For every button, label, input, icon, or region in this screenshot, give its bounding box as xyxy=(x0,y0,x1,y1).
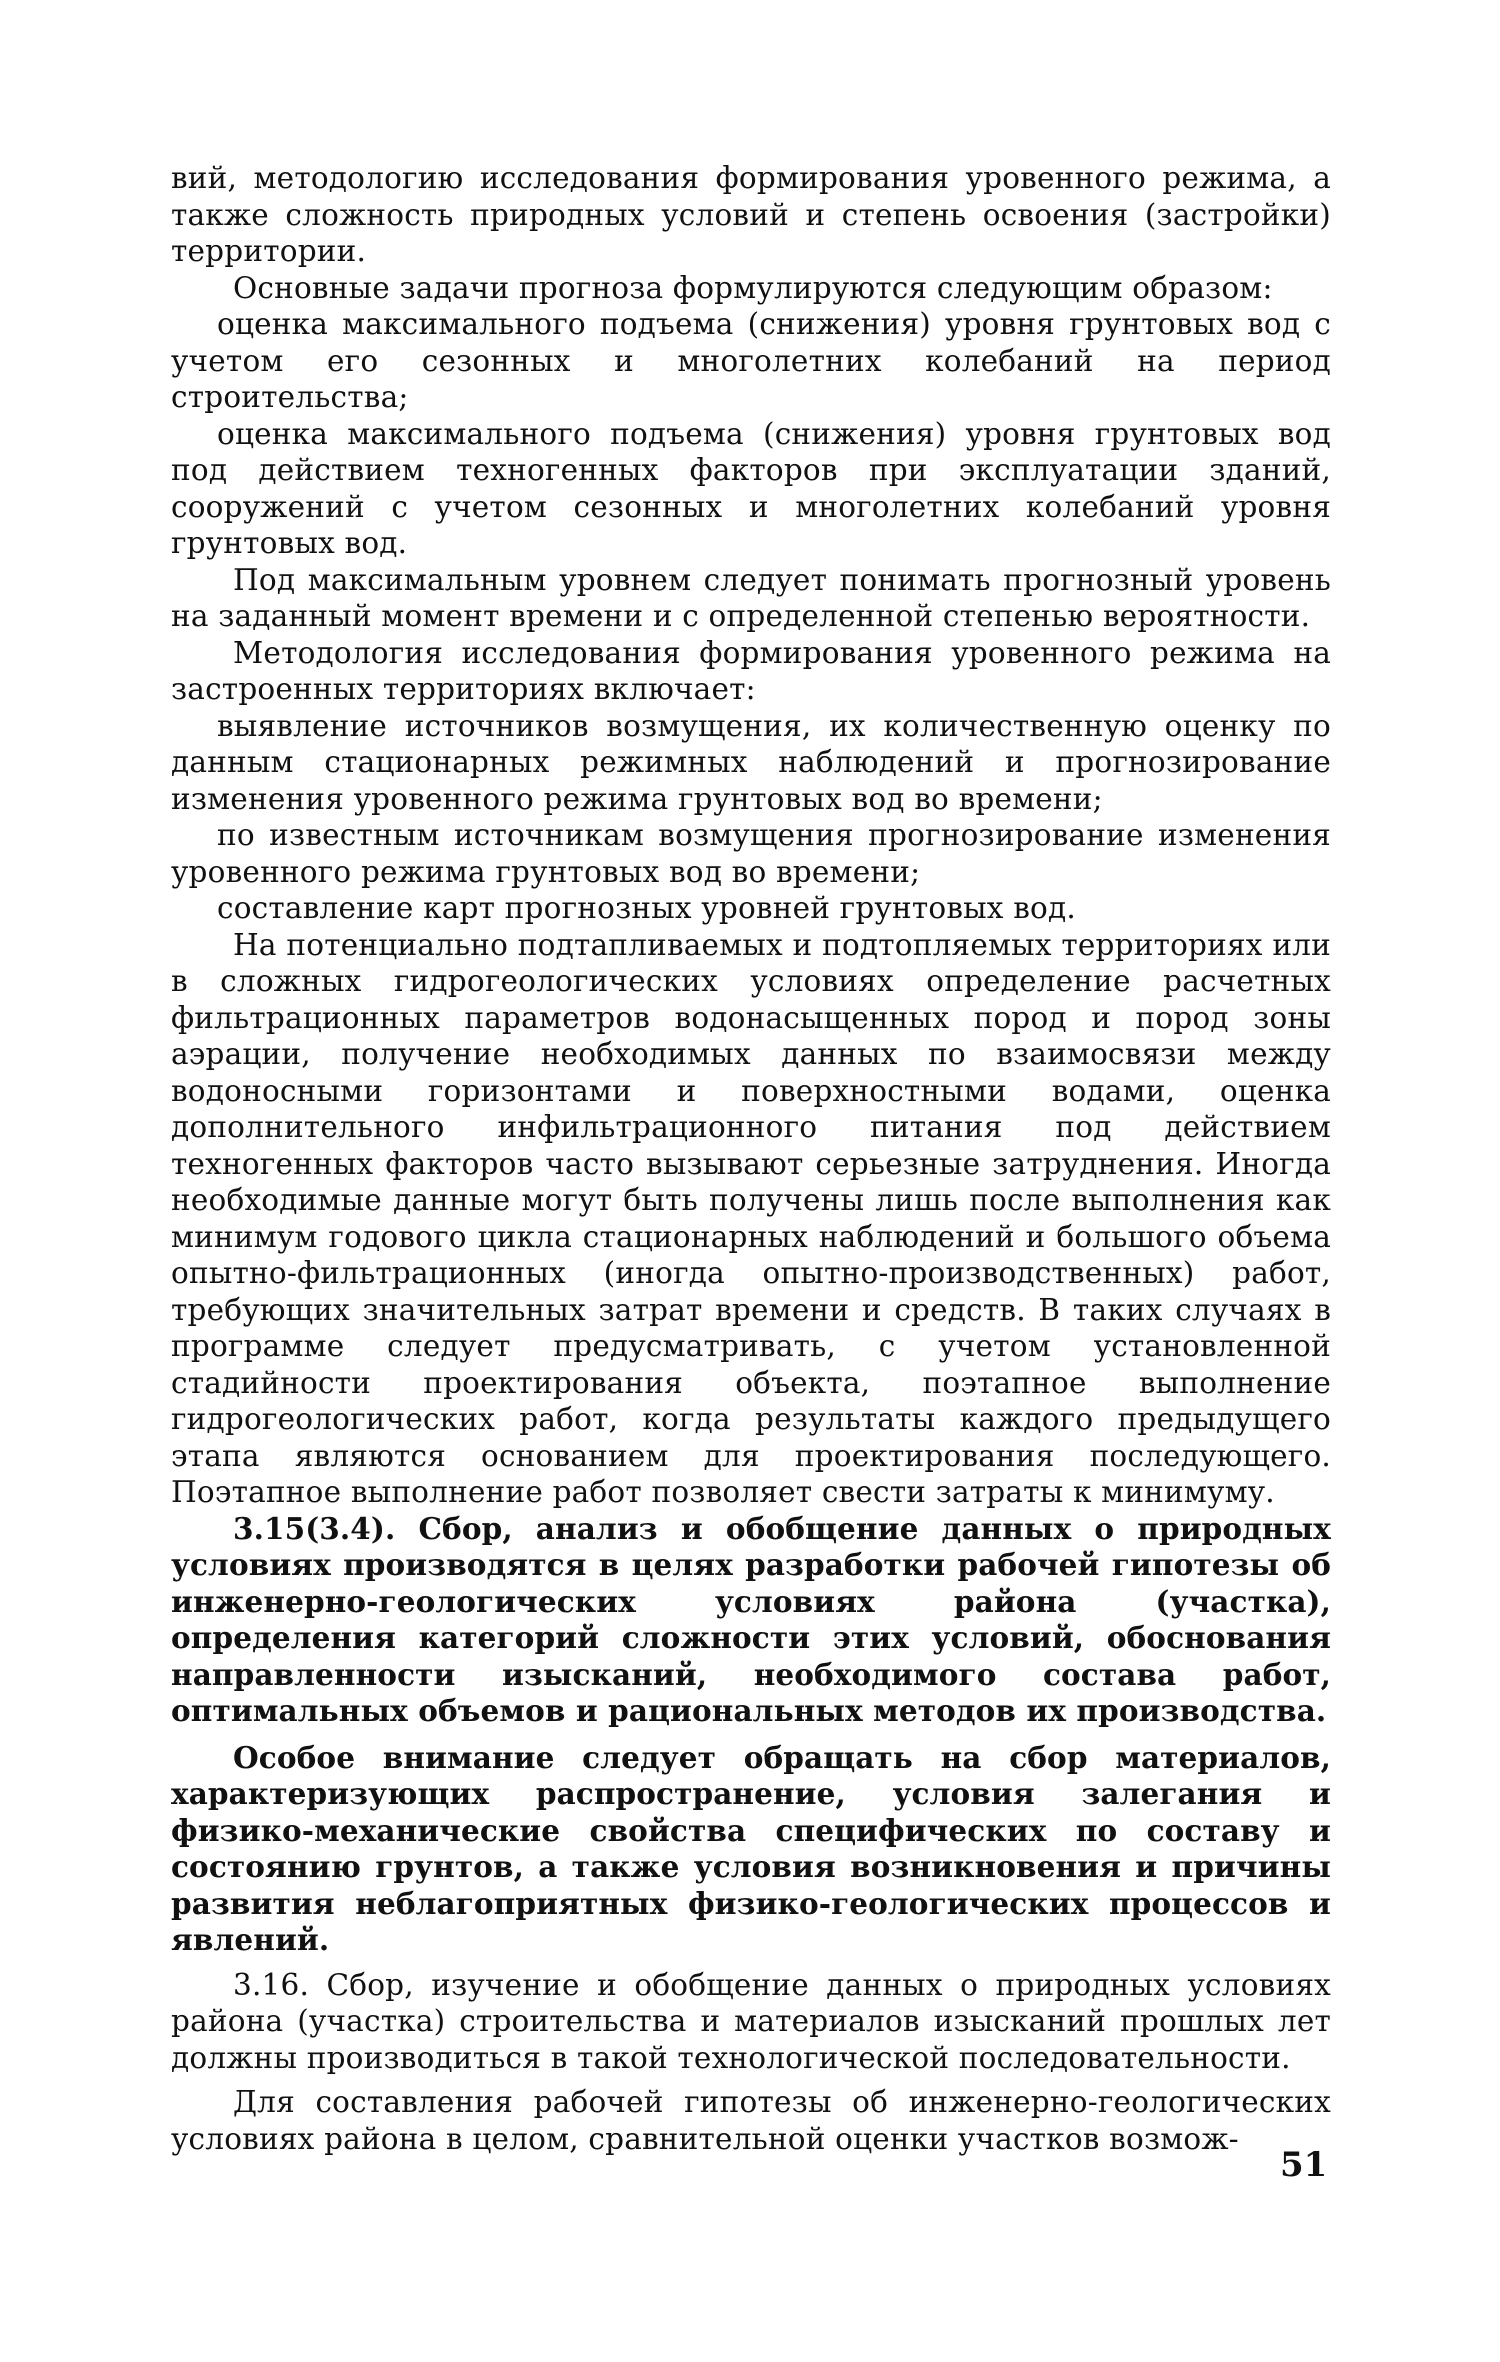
paragraph-continuation: вий, методологию исследования формирования уровенного режима, а также сложность природных условий и степень освоения (застройки) территории. xyxy=(171,161,1331,268)
list-item-technogenic-estimate: оценка максимального подъема (снижения) уровня грунтовых вод под действием техногенных факторов при эксплуатации зданий, сооружений с учетом сезонных и многолетних колебаний уровня грунтовых вод. xyxy=(171,416,1331,560)
paragraph-section-3-16: 3.16. Сбор, изучение и обобщение данных о природных условиях района (участка) строительства и материалов изысканий прошлых лет должны производиться в такой технологической последовательности. xyxy=(171,1967,1331,2075)
page-number: 51 xyxy=(1280,2145,1328,2185)
paragraph-max-level-definition: Под максимальным уровнем следует понимать прогнозный уровень на заданный момент времени и с определенной степенью вероятности. xyxy=(171,562,1331,633)
list-item-forecast-maps: составление карт прогнозных уровней грунтовых вод. xyxy=(217,891,1076,925)
list-item-construction-estimate: оценка максимального подъема (снижения) уровня грунтовых вод с учетом его сезонных и многолетних колебаний на период строительства; xyxy=(171,307,1331,414)
paragraph-flooded-territories: На потенциально подтапливаемых и подтопляемых территориях или в сложных гидрогеологических условиях определение расчетных фильтрационных параметров водонасыщенных пород и пород зоны аэрации, получение необходимых данных по взаимосвязи между водоносными горизонтами и поверхностными водами, оценка дополнительного инфильтрационного питания под действием техногенных факторов часто вызывают серьезные затруднения. Иногда необходимые данные могут быть получены лишь после выполнения как минимум годового цикла стационарных наблюдений и большого объема опытно-фильтрационных (иногда опытно-производственных) работ, требующих значительных затрат времени и средств. В таких случаях в программе следует предусматривать, с учетом установленной стадийности проектирования объекта, поэтапное выполнение гидрогеологических работ, когда результаты каждого предыдущего этапа являются основанием для проектирования последующего. Поэтапное выполнение работ позволяет свести затраты к минимуму. xyxy=(171,927,1331,1509)
list-item-known-sources: по известным источникам возмущения прогнозирование изменения уровенного режима грунтовых вод во времени; xyxy=(171,818,1331,889)
list-item-disturbance-sources: выявление источников возмущения, их количественную оценку по данным стационарных режимных наблюдений и прогнозирование изменения уровенного режима грунтовых вод во времени; xyxy=(171,708,1331,816)
page-text xyxy=(171,160,1331,2157)
paragraph-forecast-tasks-intro: Основные задачи прогноза формулируются следующим образом: xyxy=(233,270,1273,305)
paragraph-methodology-intro: Методология исследования формирования уровенного режима на застроенных территориях включает: xyxy=(171,635,1331,706)
paragraph-working-hypothesis: Для составления рабочей гипотезы об инженерно-геологических условиях района в целом, сравнительной оценки участков возмож- xyxy=(171,2085,1331,2156)
paragraph-special-attention: Особое внимание следует обращать на сбор материалов, характеризующих распространение, условия залегания и физико-механические свойства специфических по составу и состоянию грунтов, а также условия возникновения и причины развития неблагоприятных физико-геологических процессов и явлений. xyxy=(171,1739,1331,1957)
paragraph-section-3-15: 3.15(3.4). Сбор, анализ и обобщение данных о природных условиях производятся в целях разработки рабочей гипотезы об инженерно-геологических условиях района (участка), определения категорий сложности этих условий, обоснования направленности изысканий, необходимого состава работ, оптимальных объемов и рациональных методов их производства. xyxy=(171,1510,1331,1728)
